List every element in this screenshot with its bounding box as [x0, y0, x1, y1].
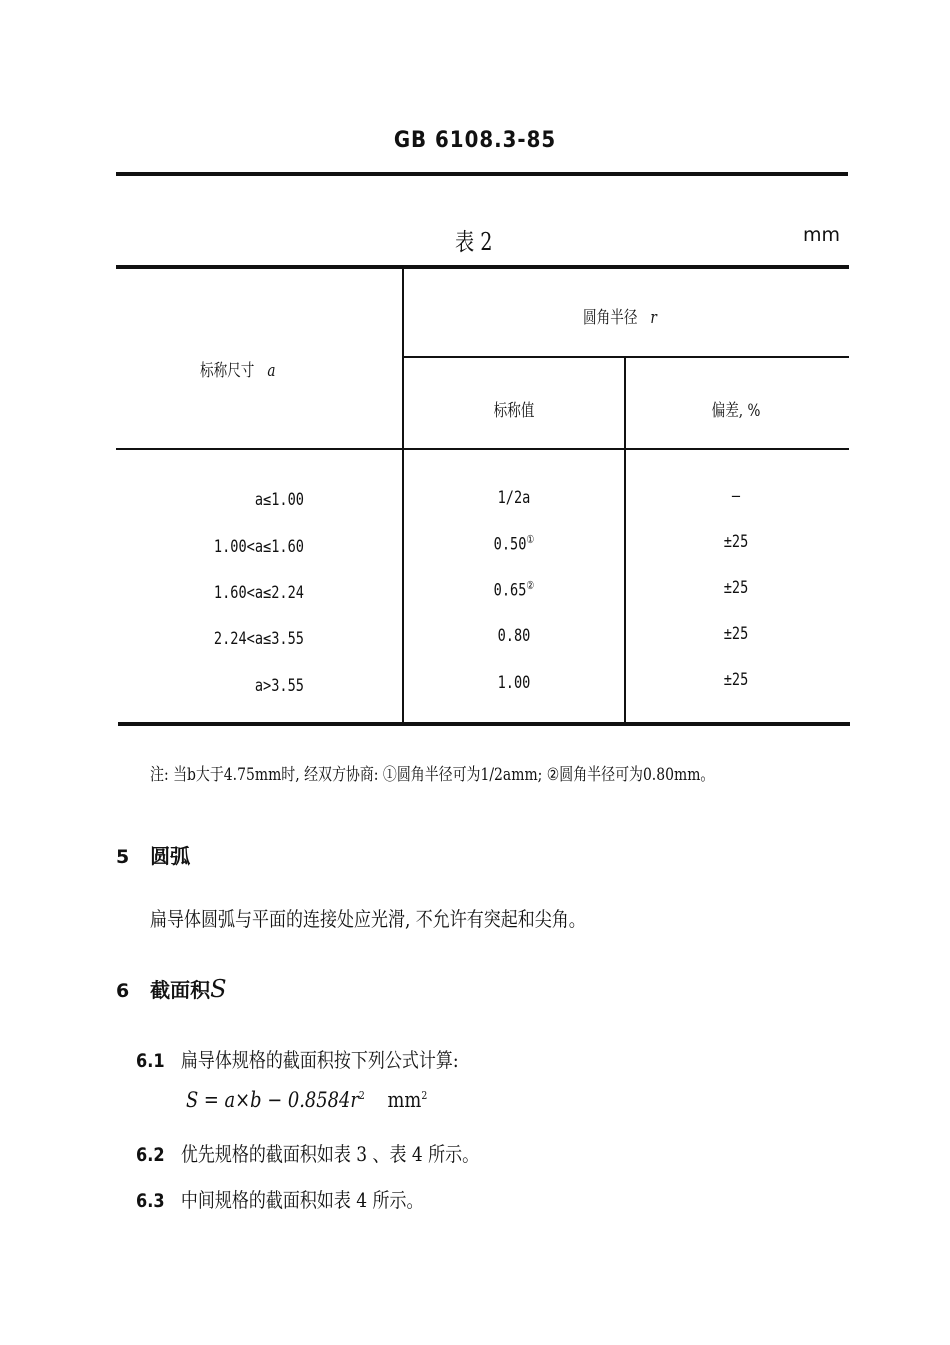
row-1-deviation: — — [731, 486, 741, 506]
head-corner-radius: 圆角半径 r — [583, 308, 657, 328]
head-deviation: 偏差, % — [711, 401, 761, 421]
row-1-size: a≤1.00 — [254, 490, 304, 510]
row-4-deviation: ±25 — [723, 624, 749, 644]
item-6-3: 6.3 中间规格的截面积如表 4 所示。 — [136, 1188, 424, 1212]
section-6-heading: 6 截面积S — [116, 975, 227, 1003]
radius-split-rule — [403, 356, 849, 358]
row-3-size: 1.60<a≤2.24 — [213, 583, 304, 603]
table-top-rule — [116, 265, 849, 269]
row-3-value: 0.65② — [493, 579, 535, 601]
table-bottom-rule — [118, 722, 850, 726]
section-5-text: 扁导体圆弧与平面的连接处应光滑, 不允许有突起和尖角。 — [150, 907, 586, 931]
footnote-mark-2: ② — [526, 579, 535, 592]
row-2-value: 0.50① — [493, 533, 535, 555]
table-caption: 表 2 — [455, 228, 493, 256]
row-4-value: 0.80 — [497, 626, 531, 646]
table-note: 注: 当b大于4.75mm时, 经双方协商: ①圆角半径可为1/2amm; ②圆角半径可为0.80mm。 — [150, 765, 715, 785]
table-unit: mm — [803, 224, 841, 246]
item-6-1: 6.1 扁导体规格的截面积按下列公式计算: — [136, 1048, 459, 1072]
row-2-deviation: ±25 — [723, 532, 749, 552]
footnote-mark-1: ① — [526, 533, 535, 546]
head-nominal-value: 标称值 — [493, 401, 535, 421]
head-nominal-size: 标称尺寸 a — [200, 361, 276, 381]
row-5-deviation: ±25 — [723, 670, 749, 690]
header-rule — [116, 172, 848, 176]
row-3-deviation: ±25 — [723, 578, 749, 598]
area-formula: $S = a\times b - 0.8584r^2$ $mm^2$ — [186, 1088, 428, 1112]
standard-code: GB 6108.3-85 — [393, 128, 557, 153]
item-6-2: 6.2 优先规格的截面积如表 3 、表 4 所示。 — [136, 1142, 480, 1166]
row-4-size: 2.24<a≤3.55 — [213, 629, 304, 649]
section-5-heading: 5 圆弧 — [116, 844, 191, 868]
table-head-rule — [116, 448, 849, 450]
col2-divider — [624, 357, 626, 724]
row-5-size: a>3.55 — [254, 676, 304, 696]
row-5-value: 1.00 — [497, 673, 531, 693]
row-2-size: 1.00<a≤1.60 — [213, 537, 304, 557]
row-1-value: 1/2a — [497, 488, 531, 508]
col1-divider — [402, 268, 404, 724]
